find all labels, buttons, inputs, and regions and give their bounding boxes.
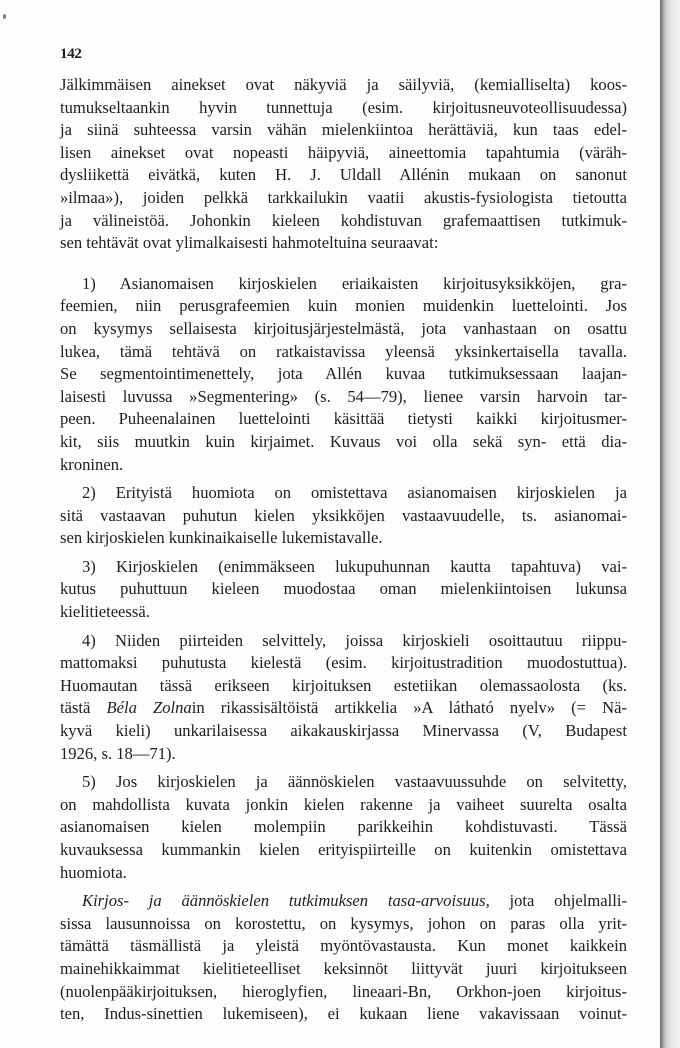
text-line: »ilmaa»), joiden pelkkä tarkkailukin vaatii akustis-fysiologista tietoutta bbox=[60, 187, 627, 207]
list-item-5 bbox=[60, 771, 627, 884]
text-line: kielitieteessä. bbox=[60, 602, 150, 622]
author-name-italic: Béla Zolna bbox=[106, 698, 192, 718]
text-line: sissa lausunnoissa on korostettu, on kysymys, johon on paras olla yrit- bbox=[60, 913, 627, 933]
text-line: feemien, niin perusgrafeemien kuin monien muidenkin luettelointi. Jos bbox=[60, 296, 627, 316]
body-text bbox=[60, 74, 627, 1026]
page-number: 142 bbox=[60, 46, 82, 62]
list-item-3 bbox=[60, 556, 627, 624]
text-line: 3) Kirjoskielen (enimmäkseen lukupuhunnan kautta tapahtuva) vai- bbox=[82, 556, 627, 576]
text-line-with-italic bbox=[60, 697, 627, 720]
text-line: ja siinä suhteessa varsin vähän mielenkiintoa herättäviä, kun taas edel- bbox=[60, 120, 627, 140]
text-line: sen kirjoskielen kunkinaikaiselle lukemistavalle. bbox=[60, 528, 383, 548]
text-line: sen tehtävät ovat ylimalkaisesti hahmoteltuina seuraavat: bbox=[60, 233, 439, 253]
list-item-4 bbox=[60, 630, 627, 766]
text-line: 4) Niiden piirteiden selvittely, joissa kirjoskieli osoittautuu riippu- bbox=[82, 630, 627, 650]
text-line: dysliikettä eivätkä, kuten H. J. Uldall Allénin mukaan on sanonut bbox=[60, 165, 627, 185]
text-run: jota ohjelmalli- bbox=[489, 891, 627, 911]
text-line: asianomaisen kielen molempiin parikkeihin kohdistuvasti. Tässä bbox=[60, 817, 627, 837]
list-item-2 bbox=[60, 482, 627, 550]
text-line: (nuolenpääkirjoituksen, hieroglyfien, lineaari-Bn, Orkhon-joen kirjoitus- bbox=[60, 981, 627, 1001]
text-line: kuvauksessa kummankin kielen erityispiirteille on kuitenkin omistettava bbox=[60, 840, 627, 859]
text-line-with-italic bbox=[60, 890, 627, 913]
text-run: tästä bbox=[60, 698, 107, 718]
text-line: kroninen. bbox=[60, 454, 124, 474]
text-line: tumukseltaankin hyvin tunnettuja (esim. kirjoitusneuvoteollisuudessa) bbox=[60, 97, 627, 117]
text-line: ten, Indus-sinettien lukemiseen), ei kukaan liene vakavissaan voinut- bbox=[60, 1004, 627, 1024]
scan-speck bbox=[3, 14, 6, 19]
text-run: in rikassisältöistä artikkelia »A látható nyelv» (= Nä- bbox=[191, 698, 627, 718]
paragraph-closing bbox=[60, 890, 627, 1026]
text-line: lisen ainekset ovat nopeasti häipyviä, aineettomia tapahtumia (väräh- bbox=[60, 142, 627, 162]
text-line: on mahdollista kuvata jonkin kielen rakenne ja vaiheet suurelta osalta bbox=[60, 794, 627, 814]
text-line: sitä vastaavan puhutun kielen yksikköjen vastaavuudelle, ts. asianomai- bbox=[60, 505, 627, 525]
paragraph-intro bbox=[60, 74, 627, 255]
text-line: kutus puhuttuun kieleen muodostaa oman mielenkiintoisen lukunsa bbox=[60, 579, 627, 599]
emphasis-italic: Kirjos- ja äännöskielen tutkimuksen tasa-arvoisuus, bbox=[82, 891, 490, 911]
text-line: huomiota. bbox=[60, 862, 127, 882]
text-line: Jälkimmäisen ainekset ovat näkyviä ja säilyviä, (kemialliselta) koos- bbox=[60, 75, 627, 94]
text-line: on kysymys sellaisesta kirjoitusjärjestelmästä, jota vanhastaan on osattu bbox=[60, 318, 627, 338]
text-line: 2) Erityistä huomiota on omistettava asianomaisen kirjoskielen ja bbox=[82, 483, 627, 503]
text-line: 5) Jos kirjoskielen ja äännöskielen vastaavuussuhde on selvitetty, bbox=[82, 772, 627, 792]
text-line: laisesti luvussa »Segmentering» (s. 54—79), lienee varsin harvoin tar- bbox=[60, 386, 627, 406]
text-line: lukea, tämä tehtävä on ratkaistavissa yleensä yksinkertaisella tavalla. bbox=[60, 341, 627, 361]
page-gutter-shadow bbox=[660, 0, 680, 1048]
text-line: kyvä kieli) unkarilaisessa aikakauskirjassa Minervassa (V, Budapest bbox=[60, 721, 627, 741]
text-line: 1926, s. 18—71). bbox=[60, 743, 176, 763]
text-line: tämättä täsmällistä ja yleistä myöntövastausta. Kun monet kaikkein bbox=[60, 936, 627, 956]
text-line: kit, siis muutkin kuin kirjaimet. Kuvaus voi olla sekä syn- että dia- bbox=[60, 431, 627, 451]
list-item-1 bbox=[60, 273, 627, 476]
text-line: Se segmentointimenettely, jota Allén kuvaa tutkimuksessaan laajan- bbox=[60, 364, 627, 384]
text-line: Huomautan tässä erikseen kirjoituksen estetiikan olemassaolosta (ks. bbox=[60, 675, 627, 695]
text-line: ja välineistöä. Johonkin kieleen kohdistuvan grafemaattisen tutkimuk- bbox=[60, 210, 627, 230]
text-line: mattomaksi puhutusta kielestä (esim. kirjoitustradition muodostuttua). bbox=[60, 653, 627, 673]
text-line: 1) Asianomaisen kirjoskielen eriaikaisten kirjoitusyksikköjen, gra- bbox=[82, 273, 627, 293]
text-line: peen. Puheenalainen luettelointi käsittää tietysti kaikki kirjoitusmer- bbox=[60, 409, 627, 429]
text-line: mainehikkaimmat kielitieteelliset keksinnöt liittyvät juuri kirjoitukseen bbox=[60, 958, 627, 978]
